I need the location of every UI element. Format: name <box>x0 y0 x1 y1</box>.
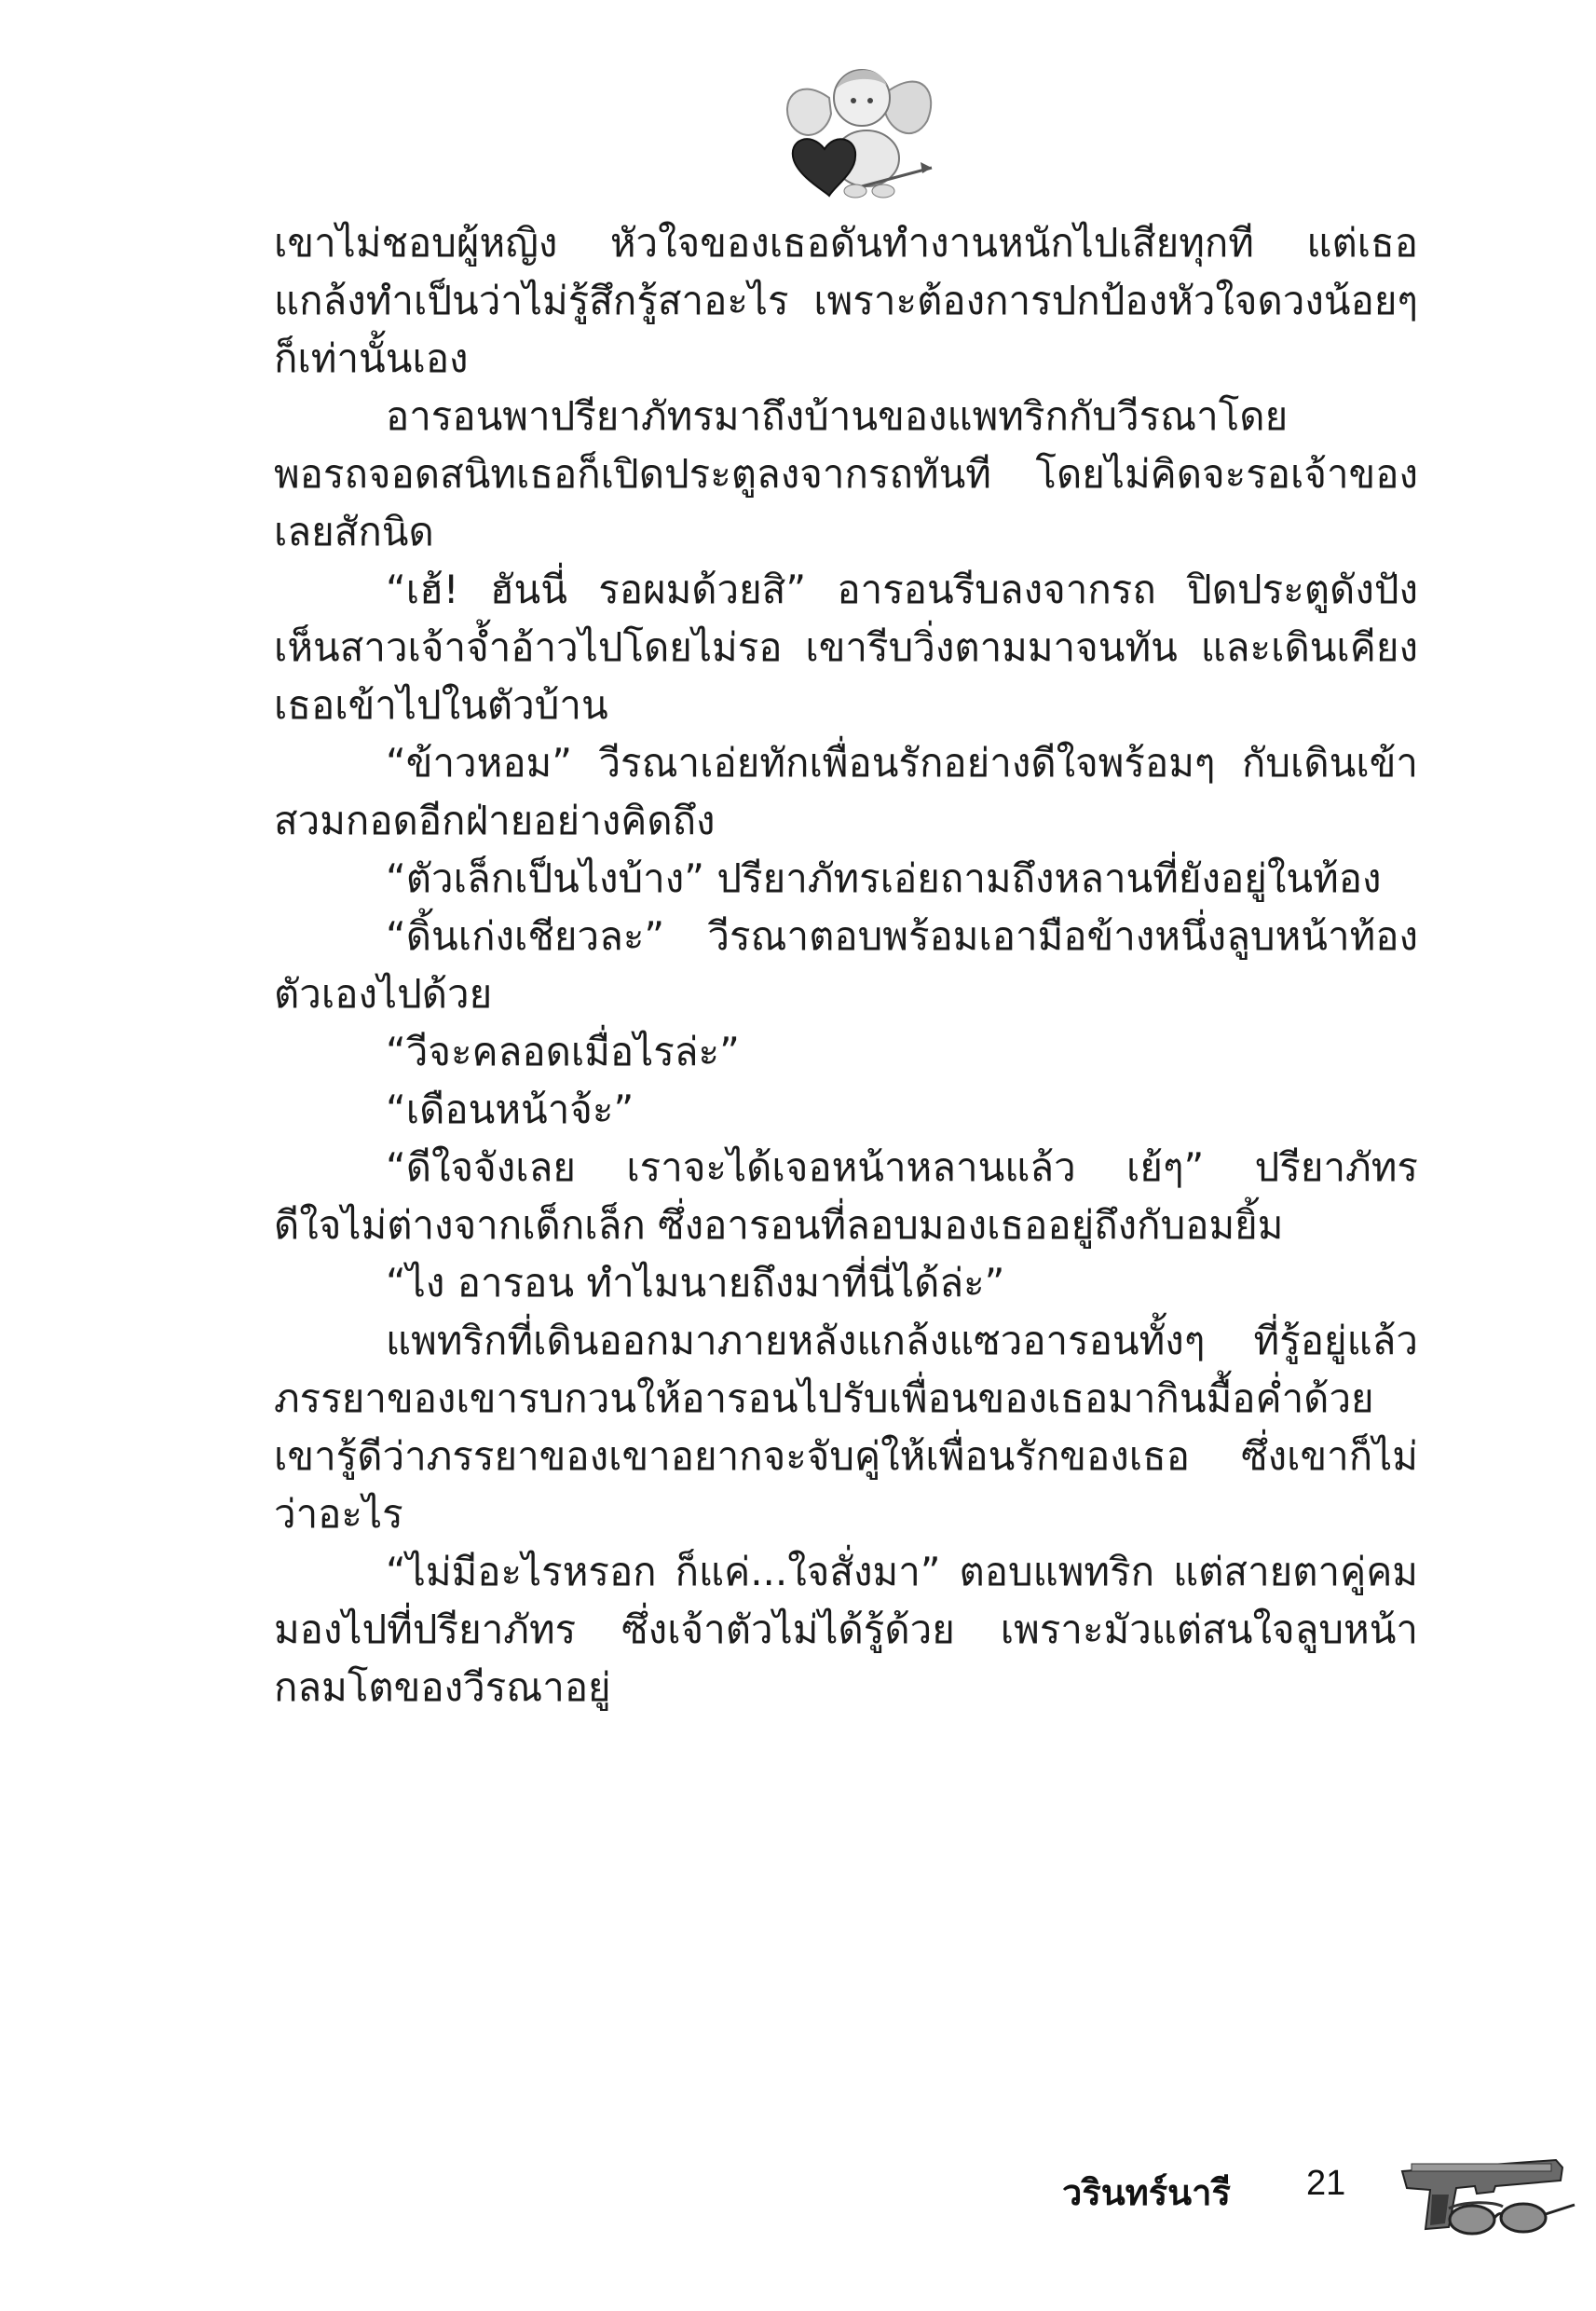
text-line: “วีจะคลอดเมื่อไรล่ะ” <box>386 1029 740 1074</box>
text-line: “ไม่มีอะไรหรอก ก็แค่...ใจสั่งมา” ตอบแพทริก แต่สายตาคู่คม <box>386 1549 1418 1594</box>
page-number: 21 <box>1306 2164 1346 2203</box>
text-line: แกล้งทำเป็นว่าไม่รู้สึกรู้สาอะไร เพราะต้องการปกป้องหัวใจดวงน้อยๆ <box>274 278 1418 323</box>
cupid-heart-icon <box>773 56 941 205</box>
text-line: สวมกอดอีกฝ่ายอย่างคิดถึง <box>274 798 716 843</box>
text-line: “ข้าวหอม” วีรณาเอ่ยทักเพื่อนรักอย่างดีใจพร้อมๆ กับเดินเข้า <box>386 740 1418 786</box>
pistol-sunglasses-icon <box>1384 2143 1579 2241</box>
text-line: “เดือนหน้าจ้ะ” <box>386 1087 634 1132</box>
text-line: เลยสักนิด <box>274 509 434 554</box>
text-line: อารอนพาปรียาภัทรมาถึงบ้านของแพทริกกับวีรณาโดย <box>386 393 1289 439</box>
text-line: “ดิ้นเก่งเชียวละ” วีรณาตอบพร้อมเอามือข้างหนึ่งลูบหน้าท้อง <box>386 913 1418 959</box>
book-title: วรินทร์นารี <box>1062 2174 1231 2213</box>
text-line: เธอเข้าไปในตัวบ้าน <box>274 682 608 728</box>
page-footer <box>1062 2143 1584 2227</box>
text-line: ตัวเองไปด้วย <box>274 971 493 1017</box>
text-line: “ตัวเล็กเป็นไงบ้าง” ปรียาภัทรเอ่ยถามถึงหลานที่ยังอยู่ในท้อง <box>386 855 1382 901</box>
text-line: พอรถจอดสนิทเธอก็เปิดประตูลงจากรถทันที โดยไม่คิดจะรอเจ้าของ <box>274 451 1418 497</box>
text-line: ภรรยาของเขารบกวนให้อารอนไปรับเพื่อนของเธอมากินมื้อค่ำด้วย <box>274 1375 1374 1421</box>
text-line: แพทริกที่เดินออกมาภายหลังแกล้งแซวอารอนทั้งๆ ที่รู้อยู่แล้ว <box>386 1318 1418 1363</box>
text-line: เขารู้ดีว่าภรรยาของเขาอยากจะจับคู่ให้เพื่อนรักของเธอ ซึ่งเขาก็ไม่ <box>274 1433 1418 1479</box>
text-line: “ไง อารอน ทำไมนายถึงมาที่นี่ได้ล่ะ” <box>386 1260 1005 1306</box>
body-text <box>274 214 1418 1716</box>
text-line: กลมโตของวีรณาอยู่ <box>274 1664 611 1710</box>
text-line: “เฮ้! ฮันนี่ รอผมด้วยสิ” อารอนรีบลงจากรถ ปิดประตูดังปัง <box>386 567 1418 612</box>
text-line: ก็เท่านั้นเอง <box>274 335 469 381</box>
text-line: “ดีใจจังเลย เราจะได้เจอหน้าหลานแล้ว เย้ๆ” ปรียาภัทร <box>386 1144 1418 1190</box>
text-line: ดีใจไม่ต่างจากเด็กเล็ก ซึ่งอารอนที่ลอบมองเธออยู่ถึงกับอมยิ้ม <box>274 1202 1284 1248</box>
text-line: เห็นสาวเจ้าจ้ำอ้าวไปโดยไม่รอ เขารีบวิ่งตามมาจนทัน และเดินเคียง <box>274 624 1418 670</box>
text-line: ว่าอะไร <box>274 1491 403 1537</box>
text-line: มองไปที่ปรียาภัทร ซึ่งเจ้าตัวไม่ได้รู้ด้วย เพราะมัวแต่สนใจลูบหน้า <box>274 1607 1418 1652</box>
text-line: เขาไม่ชอบผู้หญิง หัวใจของเธอดันทำงานหนักไปเสียทุกที แต่เธอ <box>274 220 1418 266</box>
